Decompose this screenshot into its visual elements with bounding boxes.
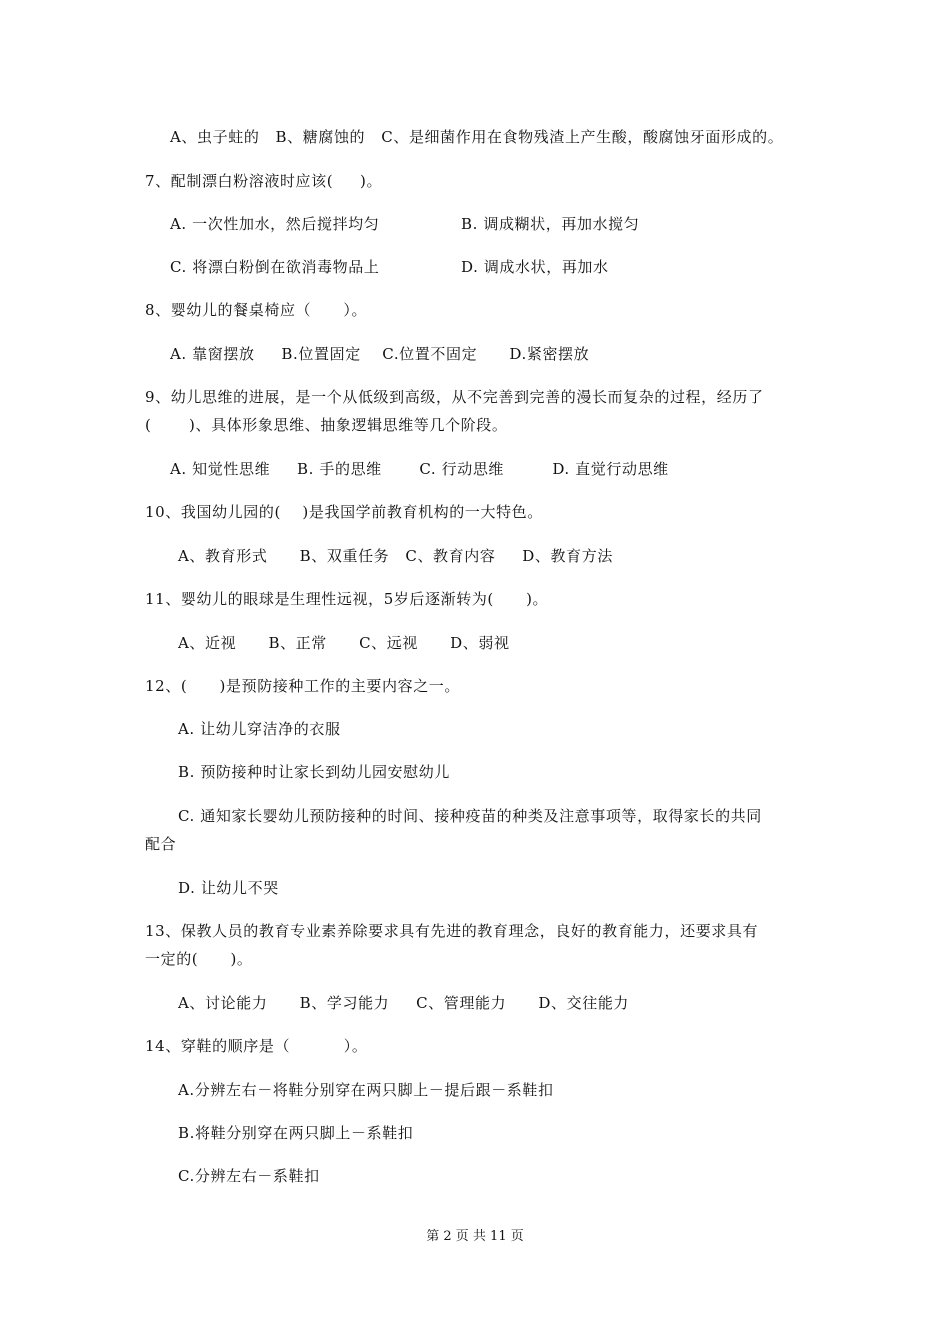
q12-option-c-line1: C. 通知家长婴幼儿预防接种的时间、接种疫苗的种类及注意事项等，取得家长的共同 (178, 807, 762, 825)
q7-option-b: B. 调成糊状，再加水搅匀 (461, 215, 640, 233)
q14-option-b: B.将鞋分别穿在两只脚上－系鞋扣 (178, 1124, 414, 1142)
q9-stem-line1: 9、幼儿思维的进展，是一个从低级到高级，从不完善到完善的漫长而复杂的过程，经历了 (145, 388, 764, 406)
q8-options: A. 靠窗摆放 B.位置固定 C.位置不固定 D.紧密摆放 (170, 345, 590, 363)
q12-option-d: D. 让幼儿不哭 (178, 879, 279, 897)
q7-option-c: C. 将漂白粉倒在欲消毒物品上 (170, 258, 380, 276)
q12-option-c-line2: 配合 (145, 835, 177, 853)
q7-option-d: D. 调成水状，再加水 (461, 258, 609, 276)
q6-options: A、虫子蛀的 B、糖腐蚀的 C、是细菌作用在食物残渣上产生酸，酸腐蚀牙面形成的。 (170, 128, 784, 146)
q7-option-a: A. 一次性加水，然后搅拌均匀 (170, 215, 380, 233)
q9-options: A. 知觉性思维 B. 手的思维 C. 行动思维 D. 直觉行动思维 (170, 460, 669, 478)
q7-stem: 7、配制漂白粉溶液时应该( )。 (145, 172, 383, 190)
q14-option-a: A.分辨左右－将鞋分别穿在两只脚上－提后跟－系鞋扣 (178, 1081, 554, 1099)
q8-stem: 8、婴幼儿的餐桌椅应（ ）。 (145, 301, 368, 319)
q12-stem: 12、( )是预防接种工作的主要内容之一。 (145, 677, 461, 695)
q13-stem-line1: 13、保教人员的教育专业素养除要求具有先进的教育理念，良好的教育能力，还要求具有 (145, 922, 759, 940)
q14-option-c: C.分辨左右－系鞋扣 (178, 1167, 320, 1185)
q12-option-a: A. 让幼儿穿洁净的衣服 (178, 720, 341, 738)
q14-stem: 14、穿鞋的顺序是（ ）。 (145, 1037, 368, 1055)
q10-stem: 10、我国幼儿园的( )是我国学前教育机构的一大特色。 (145, 503, 543, 521)
q11-options: A、近视 B、正常 C、远视 D、弱视 (178, 634, 510, 652)
q13-stem-line2: 一定的( )。 (145, 950, 253, 968)
q9-stem-line2: ( )、具体形象思维、抽象逻辑思维等几个阶段。 (145, 416, 508, 434)
q11-stem: 11、婴幼儿的眼球是生理性远视，5岁后逐渐转为( )。 (145, 590, 549, 608)
q13-options: A、讨论能力 B、学习能力 C、管理能力 D、交往能力 (178, 994, 630, 1012)
q12-option-b: B. 预防接种时让家长到幼儿园安慰幼儿 (178, 763, 450, 781)
page-footer: 第 2 页 共 11 页 (426, 1229, 524, 1244)
q10-options: A、教育形式 B、双重任务 C、教育内容 D、教育方法 (178, 547, 613, 565)
